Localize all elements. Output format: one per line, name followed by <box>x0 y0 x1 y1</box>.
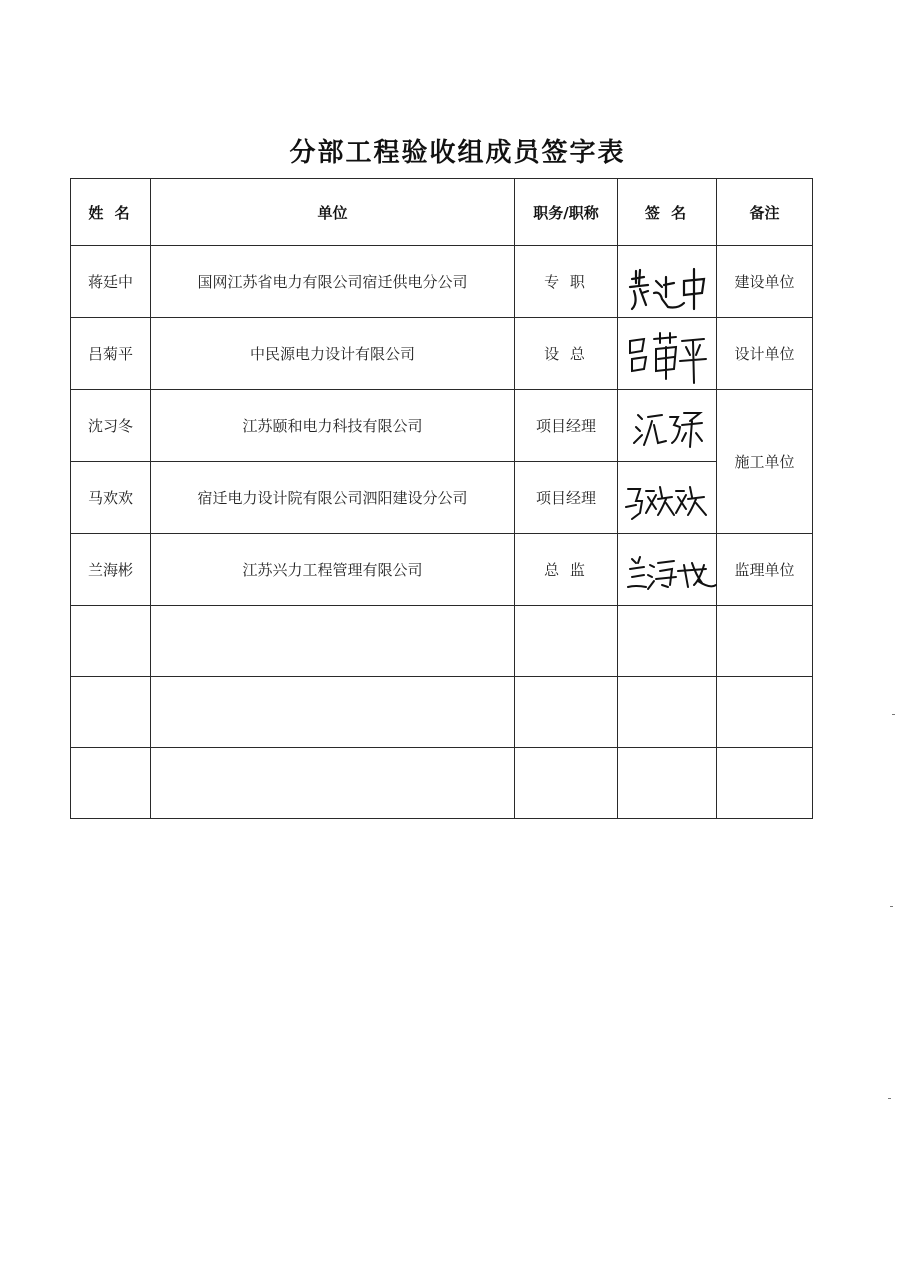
member-signature <box>618 534 717 606</box>
member-note: 监理单位 <box>717 534 813 606</box>
empty-table-row <box>71 748 813 819</box>
empty-cell <box>515 606 618 677</box>
member-name: 兰海彬 <box>71 534 151 606</box>
member-note: 建设单位 <box>717 246 813 318</box>
empty-cell <box>151 606 515 677</box>
member-signature <box>618 462 717 534</box>
empty-cell <box>71 677 151 748</box>
member-signature <box>618 318 717 390</box>
page-title: 分部工程验收组成员签字表 <box>289 138 626 168</box>
scan-artifact <box>890 906 893 907</box>
member-role: 项目经理 <box>515 390 618 462</box>
header-row <box>71 179 813 246</box>
table-row <box>71 462 813 534</box>
empty-table-row <box>71 606 813 677</box>
header-name: 姓 名 <box>71 179 151 246</box>
empty-cell <box>717 748 813 819</box>
member-role: 总 监 <box>515 534 618 606</box>
member-signature <box>618 390 717 462</box>
empty-cell <box>515 748 618 819</box>
member-name: 蒋廷中 <box>71 246 151 318</box>
handwritten-signature <box>618 463 717 533</box>
empty-cell <box>71 748 151 819</box>
table-row <box>71 390 813 462</box>
empty-table-row <box>71 677 813 748</box>
empty-cell <box>717 677 813 748</box>
member-role: 专 职 <box>515 246 618 318</box>
signature-table <box>70 178 813 819</box>
empty-cell <box>151 748 515 819</box>
handwritten-signature <box>618 535 717 605</box>
empty-cell <box>618 606 717 677</box>
empty-cell <box>618 677 717 748</box>
header-unit: 单位 <box>151 179 515 246</box>
scan-artifact <box>888 1098 891 1099</box>
handwritten-signature <box>618 247 717 317</box>
table-row <box>71 534 813 606</box>
member-unit: 宿迁电力设计院有限公司泗阳建设分公司 <box>151 462 515 534</box>
table-row <box>71 318 813 390</box>
member-unit: 江苏颐和电力科技有限公司 <box>151 390 515 462</box>
member-name: 马欢欢 <box>71 462 151 534</box>
empty-cell <box>618 748 717 819</box>
empty-cell <box>71 606 151 677</box>
member-signature <box>618 246 717 318</box>
empty-cell <box>515 677 618 748</box>
member-role: 项目经理 <box>515 462 618 534</box>
scan-artifact <box>892 714 895 715</box>
header-note: 备注 <box>717 179 813 246</box>
empty-cell <box>151 677 515 748</box>
table-row <box>71 246 813 318</box>
merged-note: 施工单位 <box>717 390 813 534</box>
member-role: 设 总 <box>515 318 618 390</box>
empty-cell <box>717 606 813 677</box>
handwritten-signature <box>618 391 717 461</box>
member-note: 设计单位 <box>717 318 813 390</box>
member-name: 沈习冬 <box>71 390 151 462</box>
member-unit: 中民源电力设计有限公司 <box>151 318 515 390</box>
member-name: 吕菊平 <box>71 318 151 390</box>
member-unit: 国网江苏省电力有限公司宿迁供电分公司 <box>151 246 515 318</box>
header-signature: 签 名 <box>618 179 717 246</box>
handwritten-signature <box>618 319 717 389</box>
header-role: 职务/职称 <box>515 179 618 246</box>
member-unit: 江苏兴力工程管理有限公司 <box>151 534 515 606</box>
